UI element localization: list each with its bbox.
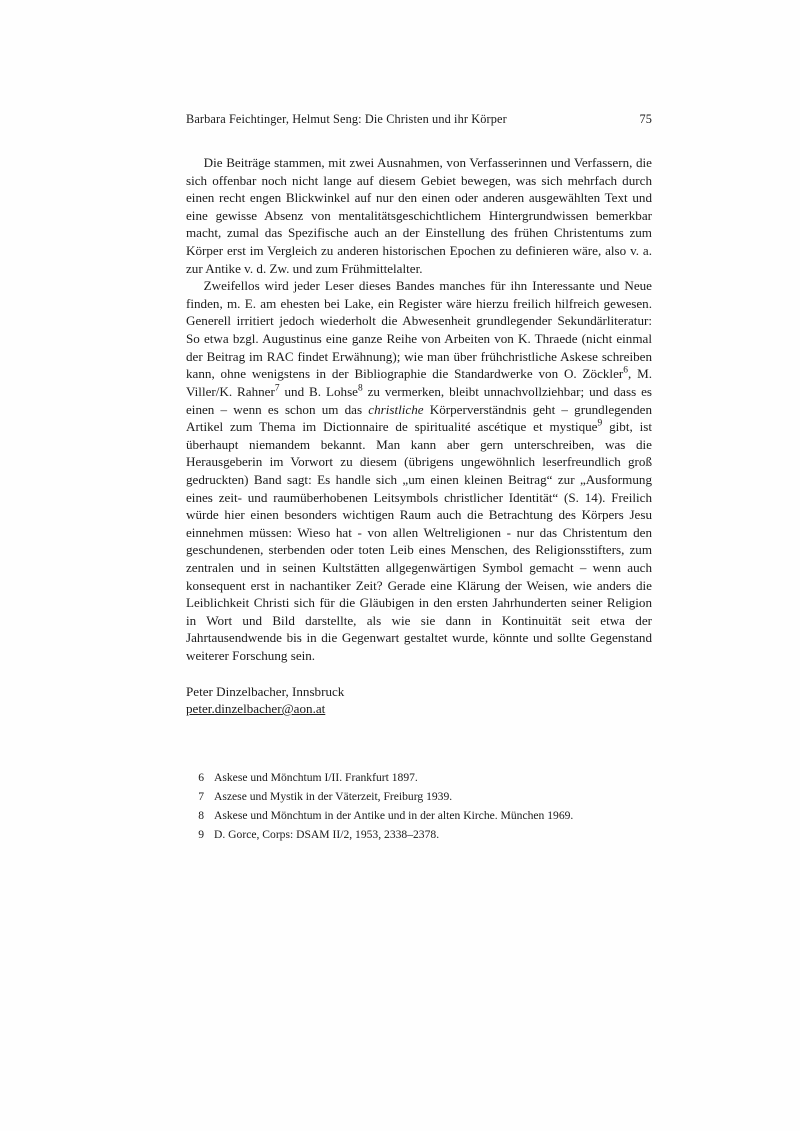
footnote-number: 7 xyxy=(198,789,204,803)
footnote-item xyxy=(186,770,656,787)
footnote-ref-8[interactable]: 8 xyxy=(357,383,363,394)
footnote-ref-7[interactable]: 7 xyxy=(274,383,280,394)
footnote-text: Aszese und Mystik in der Väterzeit, Freiburg 1939. xyxy=(214,789,453,803)
footnote-text: Askese und Mönchtum I/II. Frankfurt 1897. xyxy=(214,771,418,784)
paragraph-1: Die Beiträge stammen, mit zwei Ausnahmen, von Verfasserinnen und Verfassern, die sich offenbar noch nicht lange auf diesem Gebiet bewegen, was sich mehrfach durch einen recht engen Blickwinkel auf nur den einen oder anderen ausgewählten Text und eine gewisse Absenz von mentalitätsgeschichtlichem Hintergrundwissen bemerkbar macht, zumal das Spezifische auch an der Einstellung des frühen Christentums zum Körper erst im Vergleich zu anderen historischen Epochen zu definieren wäre, also v. a. zur Antike v. d. Zw. und zum Frühmittelalter. xyxy=(186,155,652,276)
running-head xyxy=(186,112,652,127)
par2-seg1: Zweifellos wird jeder Leser dieses Bandes manches für ihn Interessante und Neue finden, m. E. am ehesten bei Lake, ein Register wäre hierzu freilich hilfreich gewesen. Generell irritiert jedoch wiederholt die Abwesenheit grundlegender Sekundärliteratur: So etwa bzgl. Augustinus eine ganze Reihe von Arbeiten von K. Thraede (nicht einmal der Beitrag im RAC findet Erwähnung); wie man über frühchristliche Askese schreiben kann, ohne wenigstens in der Bibliographie die Standardwerke von O. Zöckler xyxy=(186,278,652,382)
par2-seg2: , M. Viller/K. Rahner xyxy=(186,366,652,399)
par2-seg3: und B. Lohse xyxy=(279,383,358,399)
footnote-number: 9 xyxy=(198,827,204,841)
par2-seg6: gibt, ist überhaupt niemandem bekannt. Man kann aber gern unterschreiben, was die Herausgeberin im Vorwort zu diesem (übrigens ungewöhnlich leserfreundlich groß gedruckten) Band sagt: Es handle sich „um einen kleinen Beitrag“ zur „Ausformung eines zeit- und raumüberhobenen Leitsymbols christlicher Identität“ (S. 14). Freilich würde hier einen besonders wichtigen Raum auch die Betrachtung des Körpers Jesu einnehmen müssen: Wieso hat - von allen Weltreligionen - nur das Christentum den geschundenen, sterbenden oder toten Leib eines Menschen, des Religionsstifters, zum zentralen und in seinen Kultstätten allgegenwärtigen Symbol gemacht – wenn auch konsequent erst in nachantiker Zeit? Gerade eine Klärung der Weisen, wie anders die Leiblichkeit Christi sich für die Gläubigen in den ersten Jahrhunderten seiner Religion in Wort und Bild darstellte, als wie sie dann in Kontinuität seit etwa der Jahrtausendwende bis in die Gegenwart gestaltet wurde, könnte und sollte Gegenstand weiterer Forschung sein. xyxy=(186,419,652,664)
footnote-item xyxy=(186,808,656,825)
page-number: 75 xyxy=(639,112,652,126)
footnote-item xyxy=(186,827,656,844)
par2-italic-christliche: christliche xyxy=(368,401,424,417)
paragraph-2 xyxy=(186,277,652,664)
footnote-ref-6[interactable]: 6 xyxy=(623,365,628,376)
footnote-text: D. Gorce, Corps: DSAM II/2, 1953, 2338–2378. xyxy=(214,827,440,841)
footnote-number: 6 xyxy=(198,771,204,784)
footnotes-section xyxy=(186,770,656,846)
footnote-number: 8 xyxy=(198,808,204,822)
footnote-ref-9[interactable]: 9 xyxy=(597,418,603,429)
footnote-text: Askese und Mönchtum in der Antike und in der alten Kirche. München 1969. xyxy=(214,808,574,822)
par2-seg4: zu vermerken, bleibt unnachvollziehbar; und dass es einen – wenn es schon um das xyxy=(186,383,652,417)
footnote-item xyxy=(186,789,656,806)
signature-email[interactable]: peter.dinzelbacher@aon.at xyxy=(186,701,326,717)
signature-author: Peter Dinzelbacher, Innsbruck xyxy=(186,683,345,699)
page-content xyxy=(186,112,652,718)
running-head-title: Barbara Feichtinger, Helmut Seng: Die Christen und ihr Körper xyxy=(186,112,507,126)
par2-seg5: Körperverständnis geht – grundlegenden Artikel zum Thema im Dictionnaire de spiritualité ascétique et mystique xyxy=(186,401,652,435)
signature-block xyxy=(186,683,652,718)
